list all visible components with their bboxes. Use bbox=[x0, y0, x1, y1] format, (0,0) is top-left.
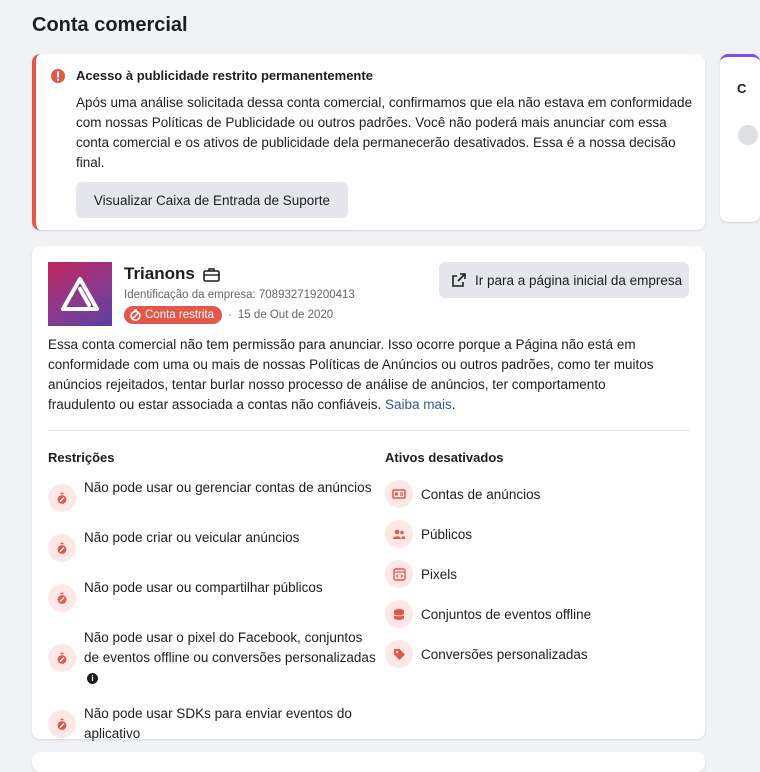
next-card bbox=[32, 752, 705, 772]
business-name: Trianons bbox=[124, 264, 195, 283]
restriction-item bbox=[48, 528, 378, 562]
business-card bbox=[32, 246, 705, 739]
info-icon[interactable]: i bbox=[87, 673, 98, 684]
side-card bbox=[720, 54, 760, 222]
asset-item bbox=[385, 600, 685, 628]
asset-label: Contas de anúncios bbox=[421, 486, 541, 502]
asset-label: Conversões personalizadas bbox=[421, 646, 588, 662]
asset-label: Públicos bbox=[421, 526, 473, 542]
restrictions-title: Restrições bbox=[48, 450, 115, 465]
restricted-badge bbox=[124, 306, 222, 324]
offline-events-icon bbox=[385, 600, 413, 628]
disabled-assets-list bbox=[385, 480, 685, 680]
asset-item bbox=[385, 560, 685, 588]
asset-label: Conjuntos de eventos offline bbox=[421, 606, 592, 622]
business-logo bbox=[48, 262, 112, 326]
asset-item bbox=[385, 640, 685, 668]
restricted-badge-label: Conta restrita bbox=[145, 309, 215, 321]
triangle-logo-icon bbox=[60, 276, 100, 312]
restriction-item bbox=[48, 704, 378, 744]
warning-icon bbox=[50, 68, 66, 84]
separator-dot: · bbox=[228, 309, 232, 321]
external-link-icon bbox=[451, 272, 467, 288]
custom-conversion-icon bbox=[385, 640, 413, 668]
restriction-label: Não pode usar ou gerenciar contas de anúncios bbox=[84, 480, 372, 495]
restriction-label: Não pode usar o pixel do Facebook, conjuntos de eventos offline ou conversões personalizadas bbox=[84, 630, 376, 665]
status-row bbox=[124, 306, 333, 324]
page-title: Conta comercial bbox=[32, 14, 188, 36]
asset-item bbox=[385, 480, 685, 508]
restriction-item bbox=[48, 628, 378, 688]
ad-account-icon bbox=[385, 480, 413, 508]
restriction-alert bbox=[32, 54, 705, 230]
restricted-icon bbox=[48, 584, 76, 612]
restriction-label: Não pode criar ou veicular anúncios bbox=[84, 530, 300, 545]
description-text: Essa conta comercial não tem permissão para anunciar. Isso ocorre porque a Página não está em conformidade com uma ou mais de nossas Políticas de Anúncios ou outros padrões, como ter muitos anúncios rejeitados, tentar burlar nosso processo de análise de anúncios, ter comportamento fraudulento ou estar associada a contas não confiáveis. bbox=[48, 337, 654, 412]
restricted-icon bbox=[48, 644, 76, 672]
restriction-item bbox=[48, 478, 378, 512]
business-id: Identificação da empresa: 708932719200413 bbox=[124, 289, 355, 301]
business-home-button[interactable] bbox=[439, 262, 689, 298]
side-card-initial: C bbox=[737, 81, 747, 96]
asset-label: Pixels bbox=[421, 566, 458, 582]
pixel-icon bbox=[385, 560, 413, 588]
side-card-avatar bbox=[738, 125, 758, 145]
restriction-date: 15 de Out de 2020 bbox=[237, 309, 334, 321]
restricted-icon bbox=[48, 534, 76, 562]
restricted-icon bbox=[48, 710, 76, 738]
restricted-icon bbox=[48, 484, 76, 512]
restriction-description: Essa conta comercial não tem permissão para anunciar. Isso ocorre porque a Página não está em conformidade com uma ou mais de nossas Políticas de Anúncios ou outros padrões, como ter muitos anúncios rejeitados, tentar burlar nosso processo de análise de anúncios, ter comportamento fraudulento ou estar associada a contas não confiáveis. Saiba mais. bbox=[48, 337, 654, 412]
support-inbox-button[interactable]: Visualizar Caixa de Entrada de Suporte bbox=[76, 182, 348, 218]
audience-icon bbox=[385, 520, 413, 548]
business-name-row bbox=[124, 264, 220, 284]
restriction-label: Não pode usar ou compartilhar públicos bbox=[84, 580, 323, 595]
business-home-label: Ir para a página inicial da empresa bbox=[475, 272, 683, 288]
briefcase-icon bbox=[203, 267, 220, 282]
disabled-assets-title: Ativos desativados bbox=[385, 450, 504, 465]
restriction-label: Não pode usar SDKs para enviar eventos do aplicativo bbox=[84, 706, 352, 741]
alert-body: Após uma análise solicitada dessa conta comercial, confirmamos que ela não estava em conformidade com nossas Políticas de Publicidade ou outros padrões. Você não poderá mais anunciar com essa conta comercial e os ativos de publicidade dela permanecerão desativados. Essa é a nossa decisão final. bbox=[76, 95, 693, 170]
alert-title: Acesso à publicidade restrito permanentemente bbox=[76, 68, 373, 83]
restriction-item bbox=[48, 578, 378, 612]
restricted-icon bbox=[130, 309, 141, 321]
restrictions-list bbox=[48, 478, 378, 760]
divider bbox=[48, 430, 689, 431]
asset-item bbox=[385, 520, 685, 548]
learn-more-link[interactable]: Saiba mais bbox=[384, 397, 452, 412]
